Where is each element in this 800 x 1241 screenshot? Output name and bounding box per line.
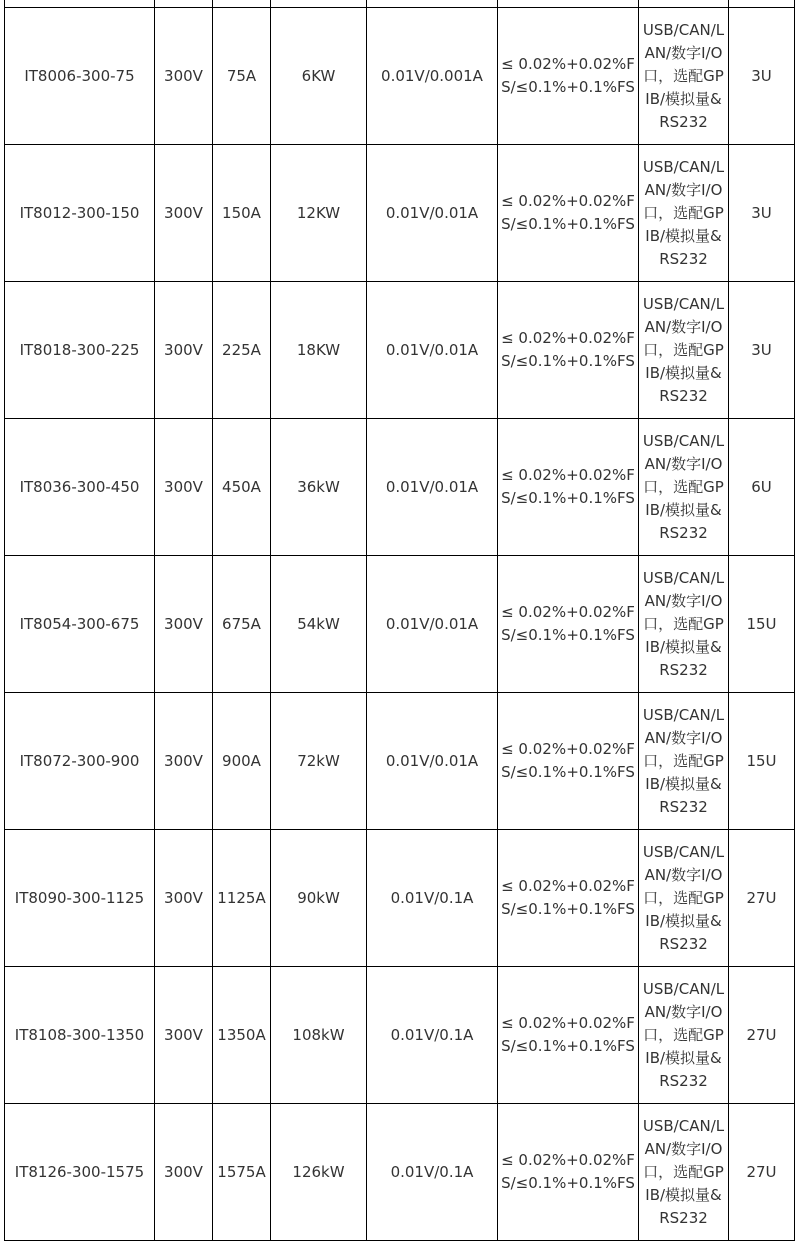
power-cell: 18KW <box>271 282 367 419</box>
accuracy-cell: ≤ 0.02%+0.02%FS/≤0.1%+0.1%FS <box>498 556 639 693</box>
table-row <box>5 145 795 282</box>
accuracy-cell: ≤ 0.02%+0.02%FS/≤0.1%+0.1%FS <box>498 145 639 282</box>
model-cell: IT8012-300-150 <box>5 145 155 282</box>
current-cell: 150A <box>213 145 271 282</box>
spec-table-body <box>5 0 795 1241</box>
resolution-cell: 0.01V/0.01A <box>367 282 498 419</box>
interface-cell: USB/CAN/LAN/数字I/O口，选配GPIB/模拟量&RS232 <box>639 419 729 556</box>
resolution-cell: 0.01V/0.01A <box>367 145 498 282</box>
accuracy-cell: ≤ 0.02%+0.02%FS/≤0.1%+0.1%FS <box>498 967 639 1104</box>
spec-table <box>4 0 795 1241</box>
table-row <box>5 693 795 830</box>
interface-cell: USB/CAN/LAN/数字I/O口，选配GPIB/模拟量&RS232 <box>639 282 729 419</box>
voltage-cell: 300V <box>155 8 213 145</box>
table-row <box>5 419 795 556</box>
resolution-cell: 0.01V/0.1A <box>367 1104 498 1241</box>
accuracy-cell: ≤ 0.02%+0.02%FS/≤0.1%+0.1%FS <box>498 419 639 556</box>
model-cell: IT8072-300-900 <box>5 693 155 830</box>
size-cell: 6U <box>729 419 795 556</box>
power-cell: 36kW <box>271 419 367 556</box>
interface-cell: USB/CAN/LAN/数字I/O口，选配GPIB/模拟量&RS232 <box>639 8 729 145</box>
power-cell: 108kW <box>271 967 367 1104</box>
resolution-cell: 0.01V/0.1A <box>367 967 498 1104</box>
power-cell: 72kW <box>271 693 367 830</box>
interface-cell: USB/CAN/LAN/数字I/O口，选配GPIB/模拟量&RS232 <box>639 967 729 1104</box>
current-cell: 225A <box>213 282 271 419</box>
resolution-cell: 0.01V/0.001A <box>367 8 498 145</box>
interface-cell: USB/CAN/LAN/数字I/O口，选配GPIB/模拟量&RS232 <box>639 1104 729 1241</box>
current-cell: 1125A <box>213 830 271 967</box>
accuracy-cell: ≤ 0.02%+0.02%FS/≤0.1%+0.1%FS <box>498 282 639 419</box>
interface-cell: USB/CAN/LAN/数字I/O口，选配GPIB/模拟量&RS232 <box>639 830 729 967</box>
interface-cell: USB/CAN/LAN/数字I/O口，选配GPIB/模拟量&RS232 <box>639 556 729 693</box>
table-row <box>5 282 795 419</box>
voltage-cell: 300V <box>155 967 213 1104</box>
power-cell: 6KW <box>271 8 367 145</box>
size-cell: 3U <box>729 145 795 282</box>
table-cell <box>729 0 795 8</box>
power-cell: 126kW <box>271 1104 367 1241</box>
table-cell <box>367 0 498 8</box>
current-cell: 900A <box>213 693 271 830</box>
table-cell <box>5 0 155 8</box>
model-cell: IT8036-300-450 <box>5 419 155 556</box>
model-cell: IT8006-300-75 <box>5 8 155 145</box>
voltage-cell: 300V <box>155 419 213 556</box>
table-row <box>5 967 795 1104</box>
table-row <box>5 556 795 693</box>
current-cell: 1350A <box>213 967 271 1104</box>
current-cell: 1575A <box>213 1104 271 1241</box>
table-row-partial <box>5 0 795 8</box>
current-cell: 75A <box>213 8 271 145</box>
size-cell: 3U <box>729 8 795 145</box>
size-cell: 3U <box>729 282 795 419</box>
resolution-cell: 0.01V/0.01A <box>367 693 498 830</box>
table-cell <box>498 0 639 8</box>
table-cell <box>155 0 213 8</box>
interface-cell: USB/CAN/LAN/数字I/O口，选配GPIB/模拟量&RS232 <box>639 693 729 830</box>
resolution-cell: 0.01V/0.1A <box>367 830 498 967</box>
interface-cell: USB/CAN/LAN/数字I/O口，选配GPIB/模拟量&RS232 <box>639 145 729 282</box>
model-cell: IT8090-300-1125 <box>5 830 155 967</box>
table-row <box>5 8 795 145</box>
power-cell: 54kW <box>271 556 367 693</box>
voltage-cell: 300V <box>155 830 213 967</box>
accuracy-cell: ≤ 0.02%+0.02%FS/≤0.1%+0.1%FS <box>498 8 639 145</box>
table-cell <box>639 0 729 8</box>
current-cell: 675A <box>213 556 271 693</box>
voltage-cell: 300V <box>155 556 213 693</box>
accuracy-cell: ≤ 0.02%+0.02%FS/≤0.1%+0.1%FS <box>498 830 639 967</box>
power-cell: 90kW <box>271 830 367 967</box>
resolution-cell: 0.01V/0.01A <box>367 419 498 556</box>
size-cell: 15U <box>729 556 795 693</box>
voltage-cell: 300V <box>155 145 213 282</box>
resolution-cell: 0.01V/0.01A <box>367 556 498 693</box>
current-cell: 450A <box>213 419 271 556</box>
model-cell: IT8018-300-225 <box>5 282 155 419</box>
model-cell: IT8108-300-1350 <box>5 967 155 1104</box>
model-cell: IT8054-300-675 <box>5 556 155 693</box>
size-cell: 27U <box>729 1104 795 1241</box>
voltage-cell: 300V <box>155 1104 213 1241</box>
table-row <box>5 830 795 967</box>
size-cell: 27U <box>729 967 795 1104</box>
size-cell: 27U <box>729 830 795 967</box>
voltage-cell: 300V <box>155 693 213 830</box>
accuracy-cell: ≤ 0.02%+0.02%FS/≤0.1%+0.1%FS <box>498 1104 639 1241</box>
voltage-cell: 300V <box>155 282 213 419</box>
table-cell <box>271 0 367 8</box>
table-cell <box>213 0 271 8</box>
accuracy-cell: ≤ 0.02%+0.02%FS/≤0.1%+0.1%FS <box>498 693 639 830</box>
power-cell: 12KW <box>271 145 367 282</box>
table-row <box>5 1104 795 1241</box>
size-cell: 15U <box>729 693 795 830</box>
model-cell: IT8126-300-1575 <box>5 1104 155 1241</box>
